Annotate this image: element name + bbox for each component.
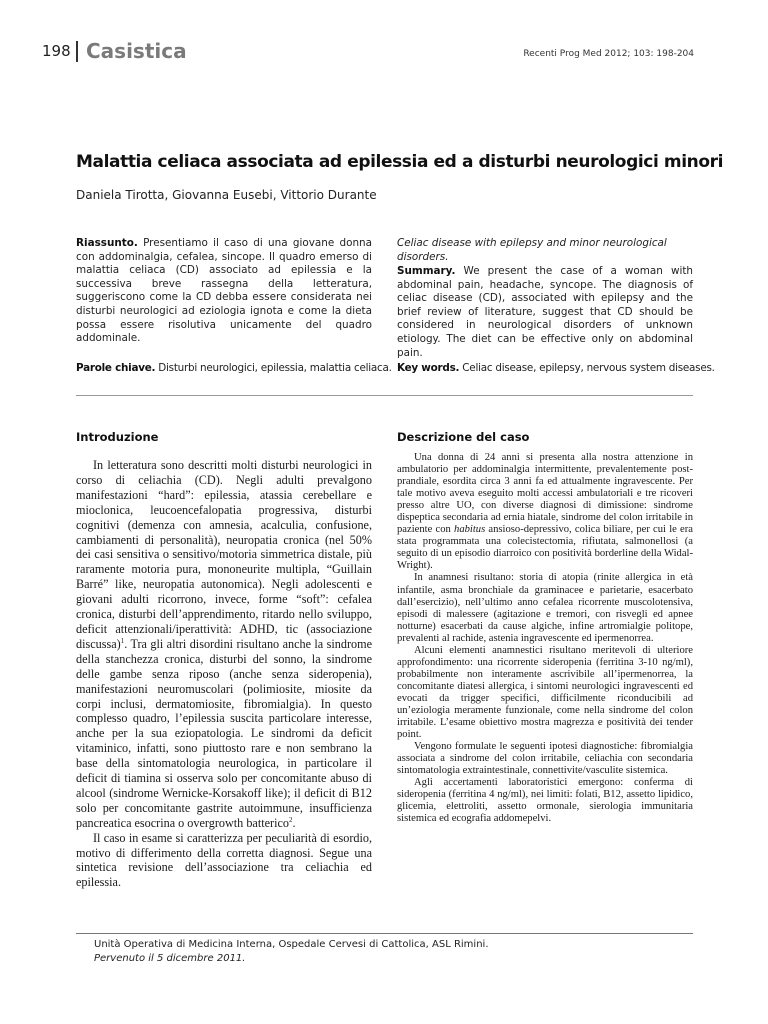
key-words-text: Celiac disease, epilepsy, nervous system diseases. bbox=[459, 362, 715, 374]
descrizione-paragraph-1 bbox=[397, 452, 693, 572]
reference-2: 2 bbox=[288, 815, 293, 824]
parole-chiave-text: Disturbi neurologici, epilessia, malattia celiaca. bbox=[155, 362, 392, 374]
descrizione-body bbox=[397, 452, 693, 825]
introduzione-p1-text-a: In letteratura sono descritti molti disturbi neurologici in corso di celiachia (CD). Negli adulti prevalgono manifestazioni “hard”: epilessia, atassia cerebellare e mioclonica, leucoencefalopatia progressiva, disturbi cognitivi (demenza con amnesia, acalculia, confusione, cambiamenti di personalità), neuropatia cronica (nel 50% dei casi sensitiva o sensitivo/motoria simmetrica distale, più raramente motoria pura, mononeurite multipla, “Guillain Barré” like, neuropatia autonomica). Negli adolescenti e giovani adulti ricorrono, invece, forme “soft”: cefalea cronica, disturbi dell’apprendimento, ritardo nello sviluppo, deficit attenzionali/iperattività: ADHD, tic (associazione discussa) bbox=[76, 458, 372, 651]
riassunto-text: Presentiamo il caso di una giovane donna con addominalgia, cefalea, sincope. Il quadro emerso di malattia celiaca (CD) associato ad epilessia e la successiva breve rassegna della letteratura, suggeriscono come la CD debba essere considerata nei disturbi neurologici ad eziologia ignota e come la dieta possa essere risolutiva unicamente del quadro addominale. bbox=[76, 237, 372, 345]
riassunto-label: Riassunto. bbox=[76, 237, 138, 249]
introduzione-p1-text-b: . Tra gli altri disordini risultano anche la sindrome della stanchezza cronica, disturbi del sonno, la sindrome delle gambe senza riposo (anche senza sideropenia), manifestazioni neuromuscolari (polimiosite, miosite da corpi inclusi, dermatomiosite, fibromialgia). In questo complesso quadro, l’epilessia suscita particolare interesse, anche per la sua eziopatologia. Le sindromi da deficit vitaminico, infatti, sono piuttosto rare e non sembrano la base della sintomatologia neurologica, in particolare il deficit di tiamina si osserva solo per concomitante abuso di alcool (sindrome Wernicke-Korsakoff like); il deficit di B12 solo per concomitante gastrite autoimmune, insufficienza pancreatica esocrina o overgrowth batterico bbox=[76, 636, 372, 830]
key-words bbox=[397, 362, 715, 376]
journal-reference: Recenti Prog Med 2012; 103: 198-204 bbox=[523, 49, 694, 59]
section-title: Casistica bbox=[86, 39, 187, 63]
reference-1: 1 bbox=[120, 636, 125, 645]
page-header bbox=[42, 40, 694, 66]
descrizione-paragraph-3: Alcuni elementi anamnestici risultano meritevoli di ulteriore approfondimento: una ricorrente sideropenia (ferritina 3-10 ng/ml), probabilmente non interamente ascrivibile all’ipermenorrea, la concomitante diatesi allergica, i sintomi neurologici ingravescenti ed evocati da trigger specifici, difficilmente riconducibili ad un’eziologia meramente funzionale, come nella sindrome del colon irritabile. L’esame obiettivo mostra magrezza e positività dei tender point. bbox=[397, 644, 693, 741]
descrizione-paragraph-2: In anamnesi risultano: storia di atopia (rinite allergica in età infantile, asma bronchiale da graminacee e parietarie, esacerbato dall’esercizio), nell’ultimo anno cefalea ricorrente muscolotensiva, episodi di malessere (agitazione e tremori, con risvegli ed apnee notturne) esacerbati da cause algiche, infine artromialgie politope, prevalenti al rachide, astenia ingravescente ed ipermenorrea. bbox=[397, 572, 693, 644]
footer-divider bbox=[76, 933, 693, 934]
summary-text: We present the case of a woman with abdominal pain, headache, syncope. The diagnosis of celiac disease (CD), associated with epilepsy and the brief review of literature, suggest that CD should be considered in neurological disorders of unknown etiology. The diet can be effective only on abdominal pain. bbox=[397, 265, 693, 359]
article-title: Malattia celiaca associata ad epilessia ed a disturbi neurologici minori bbox=[76, 152, 724, 172]
english-title: Celiac disease with epilepsy and minor neurological disorders. bbox=[397, 237, 667, 263]
author-affiliation: Unità Operativa di Medicina Interna, Ospedale Cervesi di Cattolica, ASL Rimini. bbox=[94, 939, 489, 950]
introduzione-paragraph-1 bbox=[76, 458, 372, 831]
introduzione-p1-text-c: . bbox=[292, 815, 296, 830]
parole-chiave-label: Parole chiave. bbox=[76, 362, 156, 374]
page-number: 198 bbox=[42, 42, 71, 60]
introduzione-body bbox=[76, 458, 372, 890]
descrizione-paragraph-5: Agli accertamenti laboratoristici emergono: conferma di sideropenia (ferritina 4 ng/ml), nei limiti: folati, B12, assetto lipidico, glicemia, elettroliti, assetto ormonale, sierologia immunitaria sistemica ed ecografia addomepelvi. bbox=[397, 777, 693, 825]
introduzione-paragraph-2: Il caso in esame si caratterizza per peculiarità di esordio, motivo di differimento della corretta diagnosi. Segue una sintetica revisione dell’associazione tra celiachia ed epilessia. bbox=[76, 830, 372, 890]
abstract-divider bbox=[76, 395, 693, 396]
key-words-label: Key words. bbox=[397, 362, 460, 374]
article-authors: Daniela Tirotta, Giovanna Eusebi, Vittorio Durante bbox=[76, 188, 377, 202]
received-date: Pervenuto il 5 dicembre 2011. bbox=[94, 953, 246, 964]
habitus-italic: habitus bbox=[454, 524, 486, 536]
parole-chiave bbox=[76, 362, 392, 376]
descrizione-paragraph-4: Vengono formulate le seguenti ipotesi diagnostiche: fibromialgia associata a sindrome del colon irritabile, celiachia con secondaria sintomatologia extraintestinale, connettivite/vasculite sistemica. bbox=[397, 741, 693, 777]
descrizione-heading: Descrizione del caso bbox=[397, 430, 530, 444]
introduzione-heading: Introduzione bbox=[76, 430, 159, 444]
descrizione-p1-text-a: Una donna di 24 anni si presenta alla nostra attenzione in ambulatorio per addominalgia intermittente, prevalentemente post-prandiale, esordita circa 3 anni fa ed attualmente ingravescente. Per tale motivo aveva eseguito molti accessi ambulatoriali e tre ricoveri presso altre UO, con diverse diagnosi di dimissione: sindrome dispeptica secondaria ad ernia hiatale, sindrome del colon irritabile in paziente con bbox=[397, 452, 693, 536]
descrizione-p1-text-b: ansioso-depressivo, colica biliare, per cui le era stata programmata una colecistectomia, rifiutata, salmonellosi (a seguito di un episodio diarroico con positività borderline della Widal-Wright). bbox=[397, 524, 693, 572]
summary-abstract bbox=[397, 265, 693, 360]
header-divider bbox=[76, 41, 78, 62]
summary-label: Summary. bbox=[397, 265, 456, 277]
riassunto-abstract bbox=[76, 237, 372, 346]
